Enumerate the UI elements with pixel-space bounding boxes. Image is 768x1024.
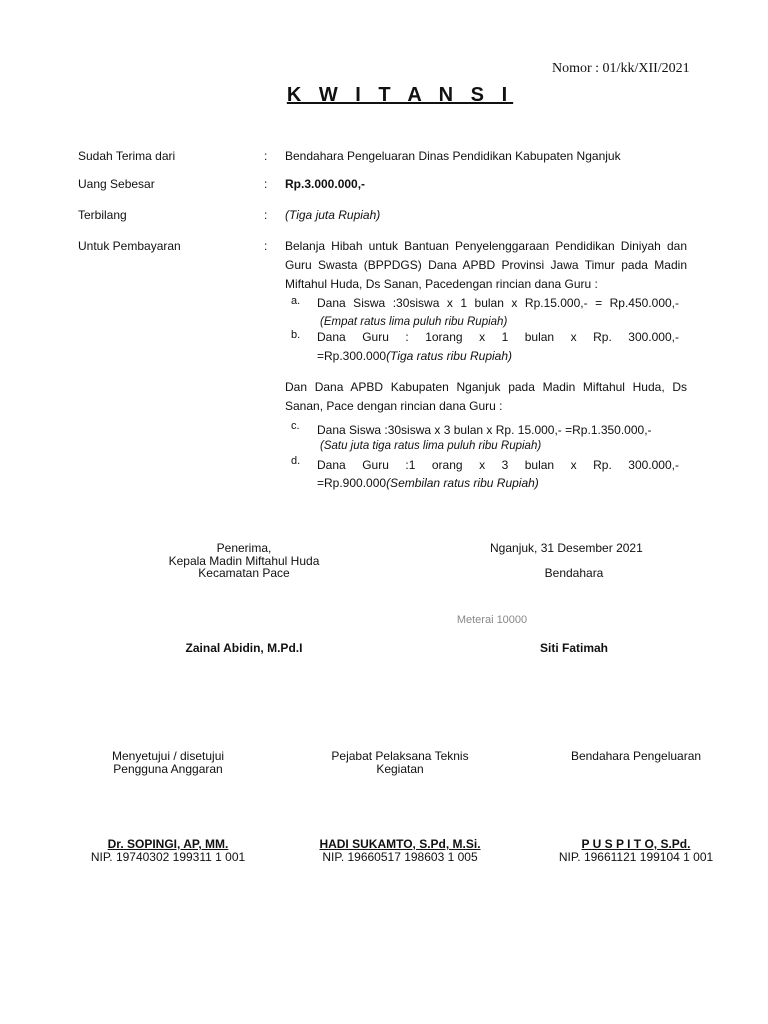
approver-signature	[68, 838, 268, 863]
colon-separator: :	[264, 239, 268, 253]
item-b-detail: Dana Guru : 1orang x 1 bulan x Rp. 300.000,-	[317, 330, 679, 344]
treasurer-name: Siti Fatimah	[539, 641, 608, 655]
received-from-value: Bendahara Pengeluaran Dinas Pendidikan Kabupaten Nganjuk	[285, 149, 621, 163]
payment-purpose-label: Untuk Pembayaran	[78, 239, 181, 253]
purpose-paragraph-line: Belanja Hibah untuk Bantuan Penyelenggaraan Pendidikan Diniyah dan	[285, 239, 687, 253]
technical-officer-signature	[300, 838, 500, 863]
amount-in-words-value: (Tiga juta Rupiah)	[285, 208, 381, 222]
item-a-detail: Dana Siswa :30siswa x 1 bulan x Rp.15.000,- = Rp.450.000,-	[317, 296, 679, 310]
expenditure-treasurer-caption: Bendahara Pengeluaran	[570, 749, 702, 763]
approver-title: Pengguna Anggaran	[113, 761, 223, 776]
item-c-detail: Dana Siswa :30siswa x 3 bulan x Rp. 15.000,- =Rp.1.350.000,-	[317, 423, 652, 437]
approver-name: Dr. SOPINGI, AP, MM.	[107, 837, 229, 851]
amount-label: Uang Sebesar	[78, 177, 155, 191]
recipient-name: Zainal Abidin, M.Pd.I	[185, 641, 303, 655]
amount-value: Rp.3.000.000,-	[285, 177, 366, 191]
purpose-paragraph-line: Sanan, Pace dengan rincian dana Guru :	[285, 399, 503, 413]
technical-officer-block	[300, 750, 500, 775]
treasurer-caption: Bendahara	[544, 566, 604, 580]
technical-officer-name: HADI SUKAMTO, S.Pd, M.Si.	[319, 837, 481, 851]
stamp-duty-label: Meterai 10000	[456, 614, 528, 626]
item-b-marker: b.	[291, 329, 301, 341]
document-number: Nomor : 01/kk/XII/2021	[552, 61, 690, 76]
recipient-caption: Penerima,	[216, 541, 272, 555]
amount-in-words-label: Terbilang	[78, 208, 127, 222]
item-b-note: (Tiga ratus ribu Rupiah)	[386, 349, 513, 363]
item-d-amount-line	[317, 476, 539, 490]
expenditure-treasurer-signature	[536, 838, 736, 863]
recipient-title: Kepala Madin Miftahul Huda	[168, 553, 320, 568]
approver-caption: Menyetujui / disetujui	[111, 749, 225, 763]
approver-block	[68, 750, 268, 775]
item-a-marker: a.	[291, 295, 301, 307]
date-place: Nganjuk, 31 Desember 2021	[490, 541, 643, 555]
item-c-marker: c.	[291, 420, 300, 432]
colon-separator: :	[264, 177, 268, 191]
approver-nip: NIP. 19740302 199311 1 001	[90, 849, 246, 864]
item-d-detail: Dana Guru :1 orang x 3 bulan x Rp. 300.000,-	[317, 458, 679, 472]
recipient-block	[144, 542, 344, 580]
item-b-amount: =Rp.300.000	[317, 349, 387, 363]
recipient-district: Kecamatan Pace	[198, 566, 290, 580]
technical-officer-caption: Pejabat Pelaksana Teknis	[331, 749, 469, 763]
item-d-amount: =Rp.900.000	[317, 476, 387, 490]
item-c-note: (Satu juta tiga ratus lima puluh ribu Rupiah)	[320, 440, 542, 452]
colon-separator: :	[264, 149, 268, 163]
expenditure-treasurer-nip: NIP. 19661121 199104 1 001	[558, 849, 714, 864]
expenditure-treasurer-name: P U S P I T O, S.Pd.	[581, 837, 691, 851]
expenditure-treasurer-block	[536, 750, 736, 763]
received-from-label: Sudah Terima dari	[78, 149, 176, 163]
colon-separator: :	[264, 208, 268, 222]
document-title: K W I T A N S I	[286, 84, 514, 106]
purpose-paragraph-line: Miftahul Huda, Ds Sanan, Pacedengan rincian dana Guru :	[285, 277, 598, 291]
item-b-amount-line	[317, 349, 512, 363]
item-d-marker: d.	[291, 455, 301, 467]
purpose-paragraph-line: Guru Swasta (BPPDGS) Dana APBD Provinsi Jawa Timur pada Madin	[285, 258, 687, 272]
technical-officer-nip: NIP. 19660517 198603 1 005	[322, 849, 478, 864]
technical-officer-title: Kegiatan	[376, 761, 424, 776]
purpose-paragraph-line: Dan Dana APBD Kabupaten Nganjuk pada Madin Miftahul Huda, Ds	[285, 380, 687, 394]
item-a-note: (Empat ratus lima puluh ribu Rupiah)	[320, 316, 508, 328]
item-d-note: (Sembilan ratus ribu Rupiah)	[386, 476, 539, 490]
